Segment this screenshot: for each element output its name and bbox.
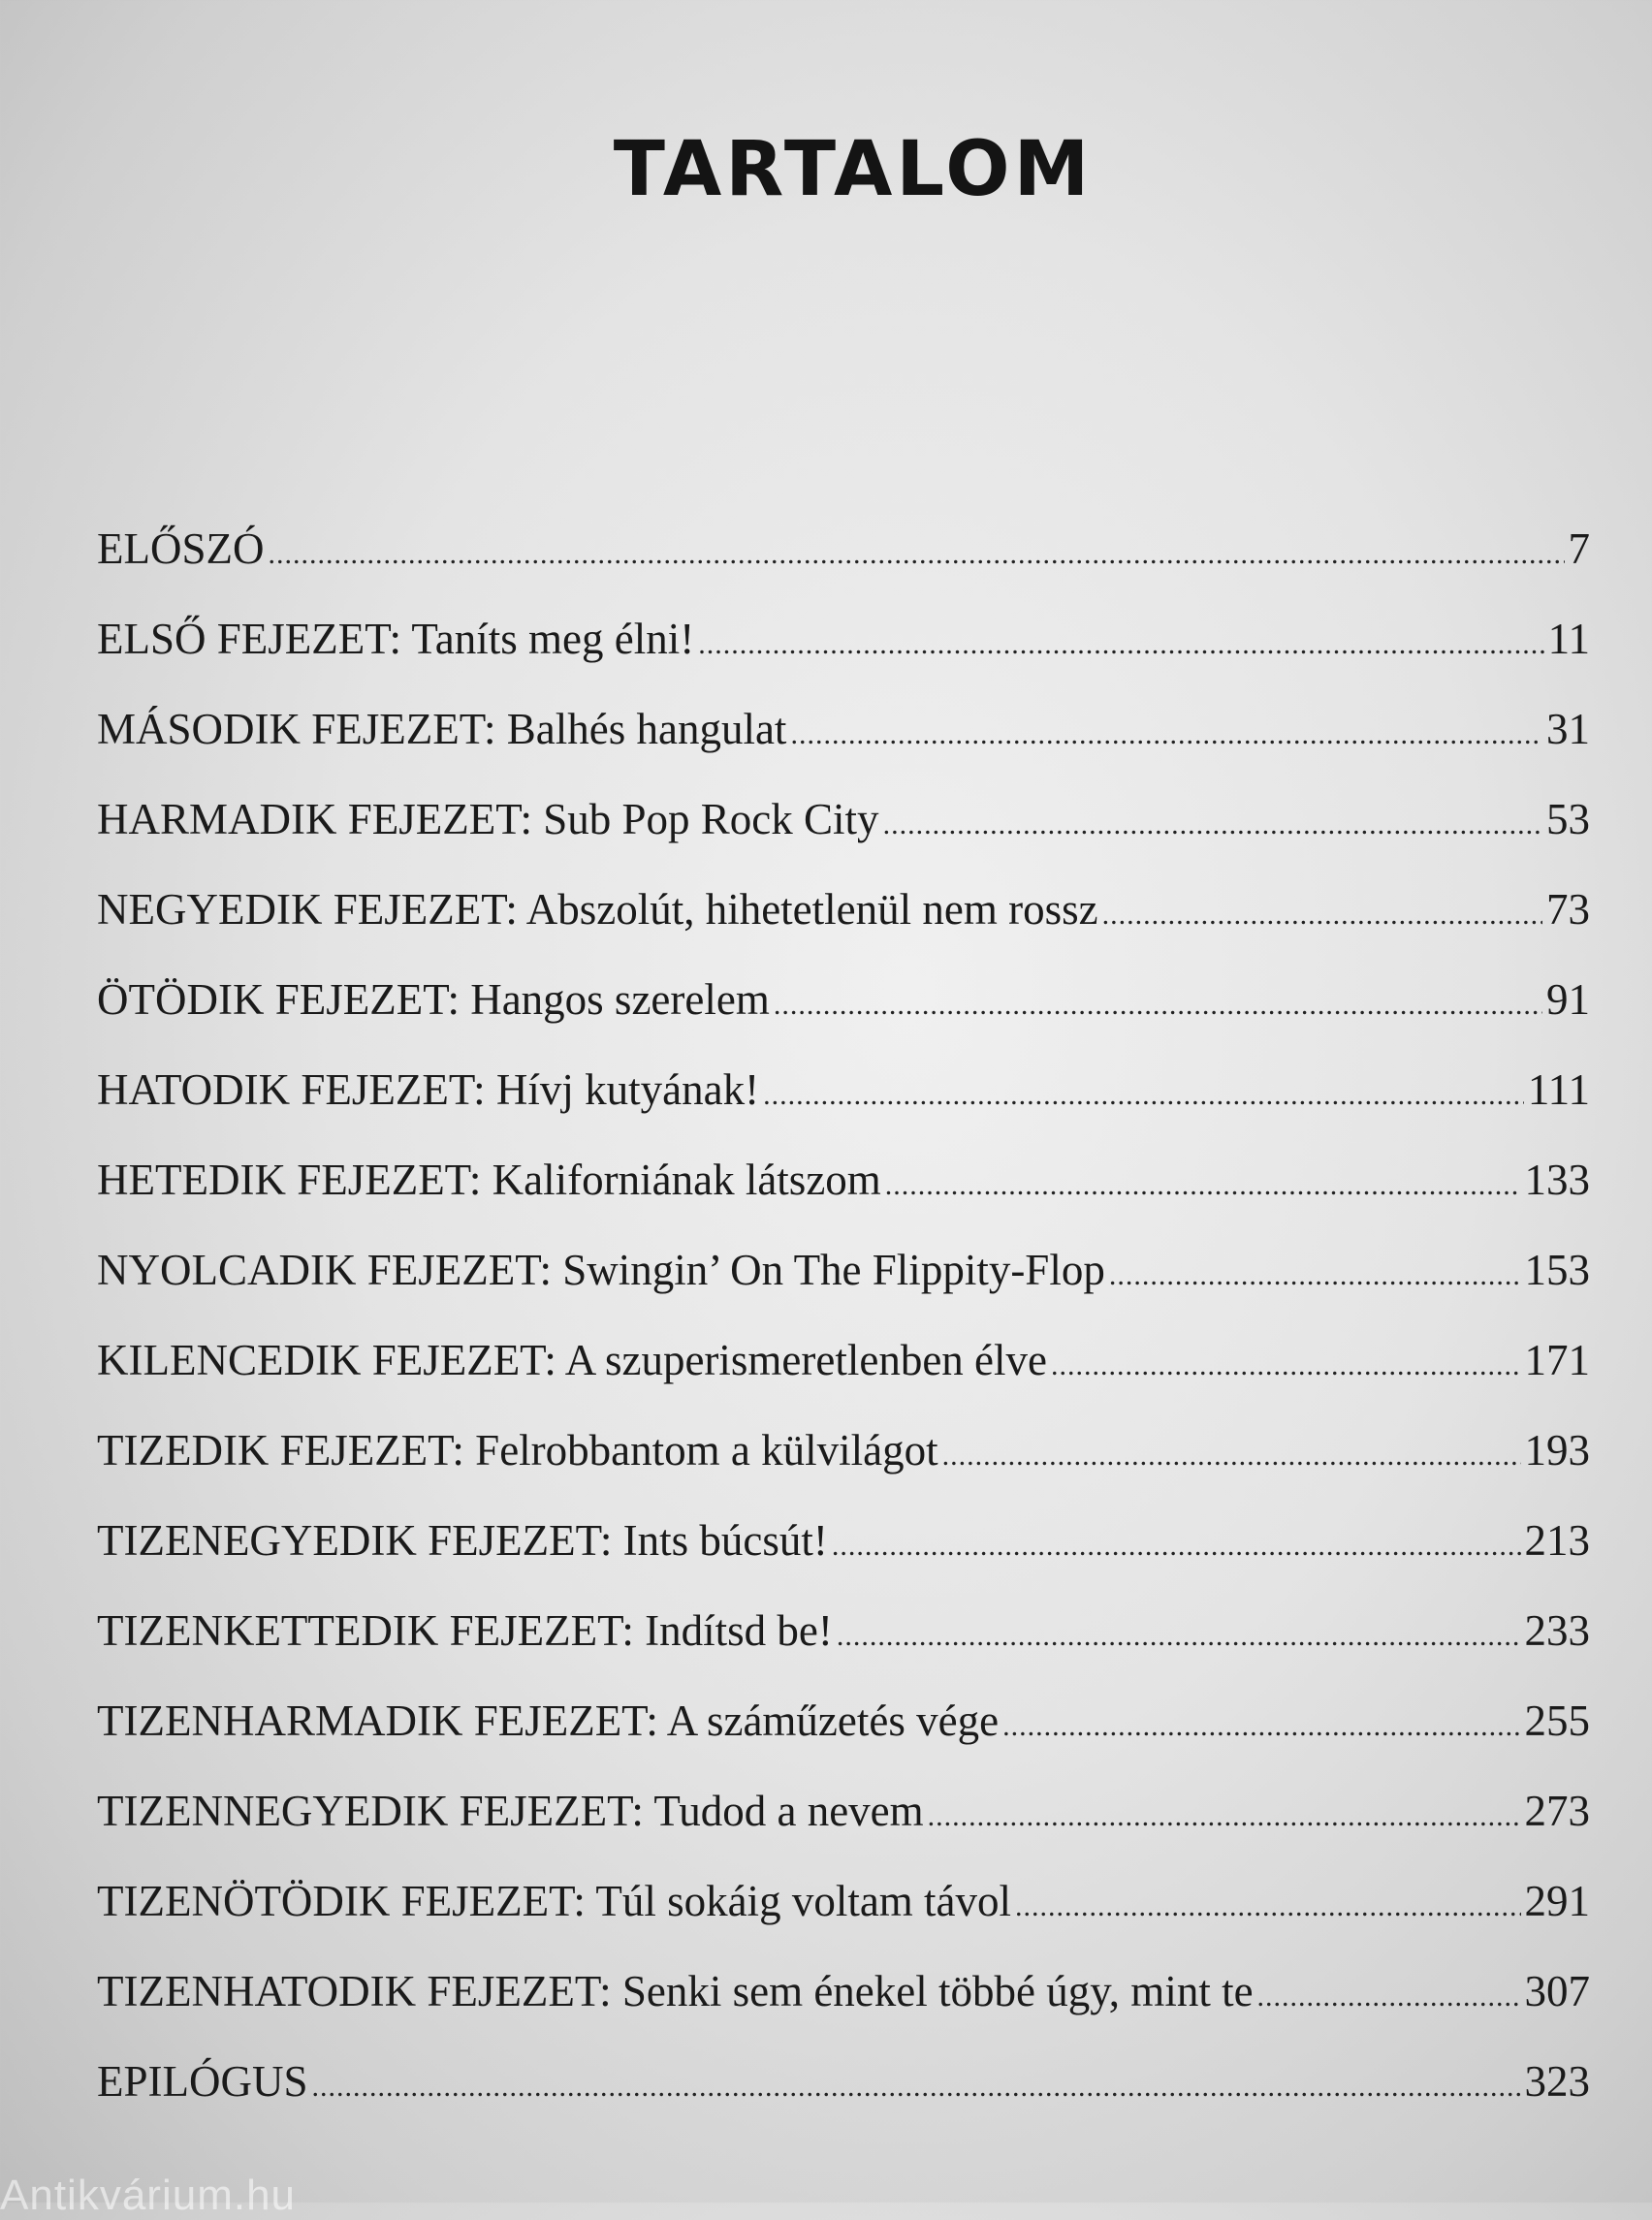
dot-leader xyxy=(885,1140,1521,1230)
toc-entry-label: EPILÓGUS xyxy=(97,2057,308,2106)
toc-entry-label: TIZENHARMADIK FEJEZET: A száműzetés vége xyxy=(97,1697,1000,1745)
toc-entry-page-number: 307 xyxy=(1524,1967,1590,2015)
toc-entry xyxy=(97,1947,1590,2037)
toc-entry xyxy=(97,1676,1590,1766)
toc-entry xyxy=(97,865,1590,955)
toc-entry-label: TIZENHATODIK FEJEZET: Senki sem énekel többé úgy, mint te xyxy=(97,1967,1254,2015)
dot-leader xyxy=(698,599,1543,689)
toc-entry-label: HETEDIK FEJEZET: Kaliforniának látszom xyxy=(97,1156,881,1204)
toc-entry xyxy=(97,775,1590,865)
toc-entry xyxy=(97,684,1590,775)
dot-leader xyxy=(928,1771,1521,1861)
dot-leader xyxy=(1015,1861,1520,1951)
toc-entry xyxy=(97,504,1590,594)
toc-entry-page-number: 31 xyxy=(1546,705,1590,753)
dot-leader xyxy=(1257,1951,1521,2042)
toc-entry xyxy=(97,2037,1590,2127)
toc-entry xyxy=(97,1856,1590,1947)
toc-entry-page-number: 73 xyxy=(1546,885,1590,934)
toc-entry xyxy=(97,1316,1590,1406)
toc-entry xyxy=(97,955,1590,1045)
toc-entry xyxy=(97,1406,1590,1496)
toc-entry-label: NYOLCADIK FEJEZET: Swingin’ On The Flippity-Flop xyxy=(97,1246,1105,1294)
page-title: TARTALOM xyxy=(613,126,1094,213)
toc-entry-page-number: 171 xyxy=(1524,1336,1590,1384)
dot-leader xyxy=(1051,1320,1520,1411)
toc-entry-page-number: 255 xyxy=(1524,1697,1590,1745)
toc-entry xyxy=(97,1045,1590,1135)
dot-leader xyxy=(774,960,1542,1050)
toc-entry-label: TIZENEGYEDIK FEJEZET: Ints búcsút! xyxy=(97,1516,828,1565)
toc-entry-label: HARMADIK FEJEZET: Sub Pop Rock City xyxy=(97,795,879,843)
toc-entry-page-number: 7 xyxy=(1568,524,1590,573)
toc-entry-page-number: 193 xyxy=(1524,1426,1590,1475)
dot-leader xyxy=(269,509,1565,599)
toc-entry-page-number: 273 xyxy=(1524,1787,1590,1835)
dot-leader xyxy=(312,2042,1521,2132)
toc-entry-label: KILENCEDIK FEJEZET: A szuperismeretlenben élve xyxy=(97,1336,1048,1384)
dot-leader xyxy=(763,1050,1524,1140)
toc-entry-page-number: 233 xyxy=(1524,1606,1590,1655)
dot-leader xyxy=(1002,1681,1520,1771)
toc-entry-page-number: 91 xyxy=(1546,975,1590,1024)
toc-entry xyxy=(97,1496,1590,1586)
dot-leader xyxy=(832,1501,1521,1591)
toc-entry-label: TIZENNEGYEDIK FEJEZET: Tudod a nevem xyxy=(97,1787,924,1835)
toc-entry xyxy=(97,1135,1590,1225)
toc-entry-label: ELSŐ FEJEZET: Taníts meg élni! xyxy=(97,615,695,663)
toc-entry-page-number: 53 xyxy=(1546,795,1590,843)
toc-entry-label: TIZEDIK FEJEZET: Felrobbantom a külvilágot xyxy=(97,1426,938,1475)
toc-entry-page-number: 323 xyxy=(1524,2057,1590,2106)
toc-entry-page-number: 111 xyxy=(1527,1065,1590,1114)
toc-entry xyxy=(97,1586,1590,1676)
toc-entry-label: NEGYEDIK FEJEZET: Abszolút, hihetetlenül nem rossz xyxy=(97,885,1098,934)
toc-entry-label: ELŐSZÓ xyxy=(97,524,265,573)
dot-leader xyxy=(1102,870,1542,960)
toc-entry-page-number: 291 xyxy=(1524,1877,1590,1925)
toc-entry xyxy=(97,1766,1590,1856)
table-of-contents xyxy=(97,504,1590,2127)
toc-entry-label: MÁSODIK FEJEZET: Balhés hangulat xyxy=(97,705,787,753)
toc-entry-page-number: 213 xyxy=(1524,1516,1590,1565)
toc-entry-page-number: 11 xyxy=(1547,615,1590,663)
watermark: Antikvárium.hu xyxy=(0,2172,297,2219)
dot-leader xyxy=(1109,1230,1521,1320)
dot-leader xyxy=(837,1591,1521,1681)
toc-entry-label: TIZENKETTEDIK FEJEZET: Indítsd be! xyxy=(97,1606,833,1655)
toc-entry-label: ÖTÖDIK FEJEZET: Hangos szerelem xyxy=(97,975,770,1024)
dot-leader xyxy=(883,779,1542,870)
dot-leader xyxy=(790,689,1542,779)
toc-entry-page-number: 133 xyxy=(1524,1156,1590,1204)
toc-entry-label: TIZENÖTÖDIK FEJEZET: Túl sokáig voltam távol xyxy=(97,1877,1012,1925)
toc-entry xyxy=(97,1225,1590,1316)
toc-entry-page-number: 153 xyxy=(1524,1246,1590,1294)
dot-leader xyxy=(942,1411,1521,1501)
toc-entry-label: HATODIK FEJEZET: Hívj kutyának! xyxy=(97,1065,760,1114)
toc-entry xyxy=(97,594,1590,684)
